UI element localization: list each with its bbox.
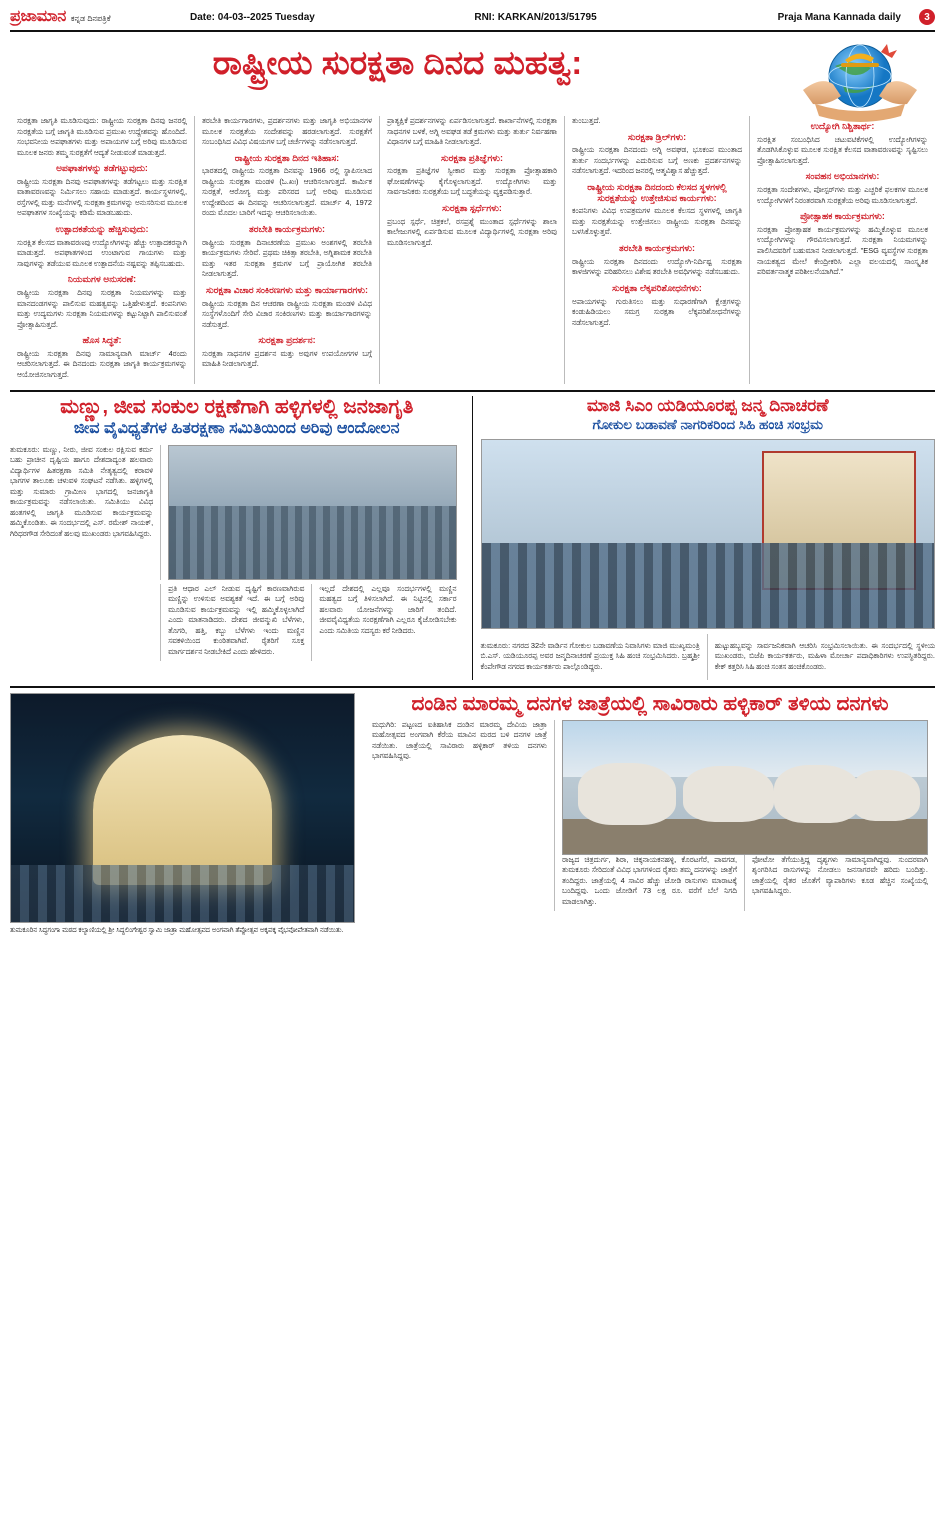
story-headline: ಮಾಜಿ ಸಿಎಂ ಯಡಿಯೂರಪ್ಪ ಜನ್ಮ ದಿನಾಚರಣೆ (586, 396, 829, 416)
paragraph: ರಾಷ್ಟ್ರೀಯ ಸುರಕ್ಷತಾ ದಿನ ಆಚರಣಾ ರಾಷ್ಟ್ರೀಯ ಸುರಕ್ಷತಾ ಮಂಡಳಿ ವಿವಿಧ ಸಂಸ್ಥೆಗಳೊಂದಿಗೆ ಸೇರಿ ವಿಚಾರ ಸಂಕಿರಣಗಳು ಮತ್ತು ಕಾರ್ಯಾಗಾರಗಳನ್ನು ನಡೆಸುತ್ತದೆ. (202, 298, 372, 329)
page-number-badge: 3 (919, 9, 935, 25)
publication-logo (10, 8, 180, 26)
story4-column-3 (745, 855, 935, 912)
subheading: ಸುರಕ್ಷತಾ ಡ್ರಿಲ್‌ಗಳು: (627, 131, 687, 142)
story2-column-3 (312, 584, 463, 662)
story2-column-1 (10, 445, 161, 580)
story3-column-2 (708, 634, 935, 680)
story2-photo-wrap (161, 445, 463, 580)
subheading: ಪ್ರೋತ್ಸಾಹಕ ಕಾರ್ಯಕ್ರಮಗಳು: (800, 211, 885, 222)
story4-photo (562, 720, 928, 855)
page-title: ರಾಷ್ಟ್ರೀಯ ಸುರಕ್ಷತಾ ದಿನದ ಮಹತ್ವ: (212, 44, 583, 81)
masthead (10, 8, 935, 32)
subheading: ಉದ್ಯೋಗಿ ನಿಶ್ಚಿತಾರ್ಥ: (810, 121, 875, 131)
story-headline: ದಂಡಿನ ಮಾರಮ್ಮ ದನಗಳ ಜಾತ್ರೆಯಲ್ಲಿ ಸಾವಿರಾರು ಹಳ್ಳಿಕಾರ್ ತಳಿಯ ದನಗಳು (411, 692, 889, 715)
paragraph: ಹುಟ್ಟುಹಬ್ಬವನ್ನು ಸಾರ್ವಜನಿಕವಾಗಿ ಆಚರಿಸಿ ಸಂಭ್ರಮಿಸಲಾಯಿತು. ಈ ಸಂದರ್ಭದಲ್ಲಿ ಸ್ಥಳೀಯ ಮುಖಂಡರು, ಬಿಜೆಪಿ ಕಾರ್ಯಕರ್ತರು, ಮಹಿಳಾ ಮೋರ್ಚಾ ಪದಾಧಿಕಾರಿಗಳು ಉಪಸ್ಥಿತರಿದ್ದರು. ಕೇಕ್ ಕತ್ತರಿಸಿ ಸಿಹಿ ಹಂಚಿ ಸಂತಸ ಹಂಚಿಕೊಂಡರು. (714, 640, 935, 671)
paragraph: ಪ್ರತಿ ಆಧಾರ ಎಲ್ ನೀಡುವ ದೃಷ್ಟಿಗೆ ಕಾರಣವಾಗಿರುವ ಮಣ್ಣಿನ್ನು ಉಳಿಸುವ ಅವಶ್ಯಕತೆ ಇದೆ. ಈ ಬಗ್ಗೆ ಅರಿವು ಮೂಡಿಸುವ ಕಾರ್ಯಕ್ರಮವನ್ನು ಇಲ್ಲಿ ಹಮ್ಮಿಕೊಳ್ಳಲಾಗಿದೆ ಎಂದು ಮಾತನಾಡಿದರು. ದೇಶದ ಜೀವನ್ಮುಖಿ ಬೆಳೆಗಳು, ತೊಗರಿ, ಹತ್ತಿ, ಕಬ್ಬು ಬೆಳೆಗಳು ಇಂದು ಮಣ್ಣಿನ ಸವಕಳಿಯಿಂದ ಕುಂಠಿತವಾಗಿವೆ. ರೈತರಿಗೆ ಸೂಕ್ತ ಮಾರ್ಗದರ್ಶನ ನೀಡಬೇಕಿದೆ ಎಂದು ಹೇಳಿದರು. (168, 583, 305, 656)
paragraph: ರಾಷ್ಟ್ರೀಯ ಸುರಕ್ಷತಾ ದಿನದಂದು ಅಗ್ನಿ ಅವಘಡ, ಭೂಕಂಪ ಮುಂತಾದ ತುರ್ತು ಸಂದರ್ಭಗಳನ್ನು ಎದುರಿಸುವ ಬಗ್ಗೆ ಅಣಕು ಪ್ರದರ್ಶನಗಳನ್ನು ನಡೆಸಲಾಗುತ್ತದೆ. ಇದರಿಂದ ಜನರಲ್ಲಿ ಆತ್ಮವಿಶ್ವಾಸ ಹೆಚ್ಚುತ್ತದೆ. (572, 145, 742, 176)
story-cattle-fair (365, 693, 935, 942)
subheading: ಹೊಸ ಸಿದ್ಧತೆ: (82, 335, 122, 346)
paragraph: ರಾಜ್ಯದ ಚಿತ್ರದುರ್ಗ, ಶಿರಾ, ಚಿಕ್ಕನಾಯಕನಹಳ್ಳಿ, ಕೊರಟಗೆರೆ, ಪಾವಗಡ, ತುಮಕೂರು ಸೇರಿದಂತೆ ವಿವಿಧ ಭಾಗಗಳಿಂದ ರೈತರು ತಮ್ಮ ದನಗಳನ್ನು ಜಾತ್ರೆಗೆ ತಂದಿದ್ದರು. ಜಾತ್ರೆಯಲ್ಲಿ 4 ಸಾವಿರ ಹೆಚ್ಚು ಜೋಡಿ ರಾಸುಗಳು ಮಾರಾಟಕ್ಕೆ ಬಂದಿದ್ದವು. ಒಂದು ಜೋಡಿಗೆ 73 ಲಕ್ಷ ರೂ. ವರೆಗೆ ಬೆಲೆ ನಿಗದಿ ಮಾಡಲಾಗಿತ್ತು. (562, 854, 737, 906)
paragraph: ತುಮಕೂರು: ಮಣ್ಣು, ನೀರು, ಜೀವ ಸಂಕುಲ ರಕ್ಷಿಸುವ ಕರ್ಮ ಬಹು ಪ್ರಾಚೀನ ದೃಷ್ಟಿಯ ಹಾಗೂ ದೇಶದಾದ್ಯಂತ ಹಲವಾರು ವಿದ್ಯಾರ್ಥಿಗಳ ಹಿತರಕ್ಷಣಾ ಸಮಿತಿ ನೇತೃತ್ವದಲ್ಲಿ ಕರಾವಳಿ ಭಾಗಗಳ ತಾಲೂಕು ಚಳುವಳಿ ಸಂಘಟನೆ ನಡೆಸಿತು. ಹಳ್ಳಿಗಳಲ್ಲಿ ಮತ್ತು ಸುಮಾರು ಗ್ರಾಮೀಣ ಭಾಗದಲ್ಲಿ ಜನಜಾಗೃತಿ ಕಾರ್ಯಕ್ರಮವನ್ನು ನಡೆಸಲಾಯಿತು. ಸಮಿತಿಯು ವಿವಿಧ ಹಂತಗಳಲ್ಲಿ ಜಾಗೃತಿ ಮೂಡಿಸುವ ಕಾರ್ಯಕ್ರಮವನ್ನು ಹಮ್ಮಿಕೊಂಡಿತು. ಈ ಸಂದರ್ಭದಲ್ಲಿ ಎಸ್. ರಮೇಶ್ ನಾಯಕ್, ಗಿರಿಧರಗೌಡ ಸೇರಿದಂತೆ ಹಲವು ಮುಖಂಡರು ಭಾಗವಹಿಸಿದ್ದರು. (10, 444, 154, 538)
lead-column-1 (10, 116, 195, 384)
subheading: ತರಬೇತಿ ಕಾರ್ಯಕ್ರಮಗಳು: (618, 243, 696, 253)
paragraph: ಸುರಕ್ಷತಾ ಸಂದೇಶಗಳು, ಪೋಸ್ಟರ್‌ಗಳು ಮತ್ತು ಎಚ್ಚರಿಕೆ ಫಲಕಗಳ ಮೂಲಕ ಉದ್ಯೋಗಿಗಳಿಗೆ ನಿರಂತರವಾಗಿ ಸುರಕ್ಷತೆಯ ಅರಿವು ಮೂಡಿಸಲಾಗುತ್ತದೆ. (757, 185, 928, 205)
paragraph: ತುಮಕೂರು: ನಗರದ 32ನೇ ವಾರ್ಡಿನ ಗೋಕುಲ ಬಡಾವಣೆಯ ನಿವಾಸಿಗಳು ಮಾಜಿ ಮುಖ್ಯಮಂತ್ರಿ ಬಿ.ಎಸ್. ಯಡಿಯೂರಪ್ಪ ಅವರ ಜನ್ಮದಿನಾಚರಣೆ ಪ್ರಯುಕ್ತ ಸಿಹಿ ಹಂಚಿ ಸಂಭ್ರಮಿಸಿದರು. ಬ್ರಹ್ಮಶ್ರೀ ಕೆಂಪೇಗೌಡ ನಗರದ ಕಾರ್ಯಕರ್ತರು ಪಾಲ್ಗೊಂಡಿದ್ದರು. (480, 640, 700, 671)
subheading: ಸುರಕ್ಷತಾ ಪ್ರದರ್ಶನ: (258, 335, 316, 346)
paragraph: ಕಂಪನಿಗಳು ವಿವಿಧ ಉಪಕ್ರಮಗಳ ಮೂಲಕ ಕೆಲಸದ ಸ್ಥಳಗಳಲ್ಲಿ ಜಾಗೃತಿ ಮತ್ತು ಸುರಕ್ಷತೆಯನ್ನು ಉತ್ತೇಜಿಸಲು ರಾಷ್ಟ್ರೀಯ ಸುರಕ್ಷತಾ ದಿನವನ್ನು ಬಳಸಿಕೊಳ್ಳುತ್ತವೆ. (572, 206, 742, 237)
paragraph: ರಾಷ್ಟ್ರೀಯ ಸುರಕ್ಷತಾ ದಿನಾಚರಣೆಯ ಪ್ರಮುಖ ಅಂಶಗಳಲ್ಲಿ ತರಬೇತಿ ಕಾರ್ಯಕ್ರಮಗಳು ಸೇರಿವೆ. ಪ್ರಥಮ ಚಿಕಿತ್ಸಾ ತರಬೇತಿ, ಅಗ್ನಿಶಾಮಕ ತರಬೇತಿ ಮತ್ತು ಇತರ ಸುರಕ್ಷತಾ ಕ್ರಮಗಳ ಬಗ್ಗೆ ಪ್ರಾಯೋಗಿಕ ತರಬೇತಿ ನೀಡಲಾಗುತ್ತದೆ. (202, 237, 372, 279)
paragraph: ಸುರಕ್ಷಿತ ಸಂಬಂಧಿಸಿದ ಚಟುವಟಿಕೆಗಳಲ್ಲಿ ಉದ್ಯೋಗಿಗಳನ್ನು ತೊಡಗಿಸಿಕೊಳ್ಳುವ ಮೂಲಕ ಸುರಕ್ಷಿತ ಕೆಲಸದ ವಾತಾವರಣವನ್ನು ಸೃಷ್ಟಿಸಲು ಪ್ರೋತ್ಸಾಹಿಸಲಾಗುತ್ತದೆ. (757, 134, 928, 165)
rni-number: RNI: KARKAN/2013/51795 (474, 11, 597, 23)
story-soil-awareness (10, 396, 473, 679)
paragraph: ಭಾರತದಲ್ಲಿ ರಾಷ್ಟ್ರೀಯ ಸುರಕ್ಷತಾ ದಿನವನ್ನು 1966 ರಲ್ಲಿ ಸ್ಥಾಪಿಸಲಾದ ರಾಷ್ಟ್ರೀಯ ಸುರಕ್ಷತಾ ಮಂಡಳಿ (ಓ.ಖಃ) ಆಚರಿಸಲಾಗುತ್ತದೆ. ಕಾರ್ಮಿಕ ಸುರಕ್ಷತೆ, ಆರೋಗ್ಯ ಮತ್ತು ಪರಿಸರದ ಬಗ್ಗೆ ಅರಿವು ಮೂಡಿಸುವ ಉದ್ದೇಶದಿಂದ ಈ ದಿನವನ್ನು ಆಚರಿಸಲಾಗುತ್ತದೆ. ಮಾರ್ಚ್ 4, 1972 ರಂದು ಮೊದಲ ಬಾರಿಗೆ ಇದನ್ನು ಆಚರಿಸಲಾಯಿತು. (202, 166, 372, 218)
lead-column-2 (195, 116, 380, 384)
subheading: ಸುರಕ್ಷತಾ ವಿಚಾರ ಸಂಕಿರಣಗಳು ಮತ್ತು ಕಾರ್ಯಾಗಾರಗಳು: (206, 284, 368, 295)
lead-column-5 (750, 116, 935, 384)
paragraph: ಪ್ರಬಂಧ ಸ್ಪರ್ಧೆ, ಚಿತ್ರಕಲೆ, ರಸಪ್ರಶ್ನೆ ಮುಂತಾದ ಸ್ಪರ್ಧೆಗಳನ್ನು ಶಾಲಾ ಕಾಲೇಜುಗಳಲ್ಲಿ ಏರ್ಪಡಿಸುವ ಮೂಲಕ ವಿದ್ಯಾರ್ಥಿಗಳಲ್ಲಿ ಸುರಕ್ಷತಾ ಅರಿವು ಮೂಡಿಸಲಾಗುತ್ತದೆ. (387, 216, 557, 247)
globe-safety-icon (785, 38, 935, 126)
paragraph: ಫೋಟೋ ತೆಗೆಯುತ್ತಿದ್ದ ದೃಶ್ಯಗಳು ಸಾಮಾನ್ಯವಾಗಿದ್ದವು. ಸುಂದರವಾಗಿ ಶೃಂಗರಿಸಿದ ರಾಸುಗಳನ್ನು ನೋಡಲು ಜನಸಾಗರವೇ ಹರಿದು ಬಂದಿತ್ತು. ಜಾತ್ರೆಯಲ್ಲಿ ರೈತರ ಜೊತೆಗೆ ವ್ಯಾಪಾರಿಗಳು ಕೂಡ ಹೆಚ್ಚಿನ ಸಂಖ್ಯೆಯಲ್ಲಿ ಭಾಗವಹಿಸಿದ್ದರು. (752, 854, 928, 896)
middle-section (10, 390, 935, 679)
story-headline: ಮಣ್ಣು, ಜೀವ ಸಂಕುಲ ರಕ್ಷಣೆಗಾಗಿ ಹಳ್ಳಿಗಳಲ್ಲಿ ಜನಜಾಗೃತಿ (60, 396, 414, 419)
lead-article-body (10, 116, 935, 384)
paper-name: Praja Mana Kannada daily (777, 11, 901, 23)
story2-column-2 (161, 584, 312, 662)
bottom-section (10, 686, 935, 942)
subheading: ಸಂವಹನ ಅಭಿಯಾನಗಳು: (805, 171, 880, 182)
lead-column-4 (565, 116, 750, 384)
subheading: ಸುರಕ್ಷತಾ ಸ್ಪರ್ಧೆಗಳು: (442, 202, 502, 213)
paragraph: ತುಂಬುತ್ತದೆ. (572, 116, 601, 125)
story-subheadline: ಗೋಕುಲ ಬಡಾವಣೆ ನಾಗರಿಕರಿಂದ ಸಿಹಿ ಹಂಚಿ ಸಂಭ್ರಮ (592, 417, 823, 433)
lead-headline-row (10, 36, 935, 114)
temple-float-photo (10, 693, 355, 923)
temple-float-photo-block (10, 693, 355, 942)
subheading: ಸುರಕ್ಷತಾ ಲೆಕ್ಕಪರಿಶೋಧನೆಗಳು: (612, 282, 702, 293)
paragraph: ಮಧುಗಿರಿ: ಪಟ್ಟಣದ ಐತಿಹಾಸಿಕ ದಂಡಿನ ಮಾರಮ್ಮ ದೇವಿಯ ಜಾತ್ರಾ ಮಹೋತ್ಸವದ ಅಂಗವಾಗಿ ಕೆರೆಯ ಮಾವಿನ ಮರದ ಬಳಿ ದನಗಳ ಜಾತ್ರೆ ನಡೆಯಿತು. ಜಾತ್ರೆಯಲ್ಲಿ ಸಾವಿರಾರು ಹಳ್ಳಿಕಾರ್ ತಳಿಯ ದನಗಳು ಭಾಗವಹಿಸಿದ್ದವು. (372, 719, 547, 761)
story3-photo (481, 439, 936, 629)
subheading: ಅಪಘಾತಗಳನ್ನು ತಡೆಗಟ್ಟುವುದು: (56, 163, 148, 174)
paragraph: ಸುರಕ್ಷಿತ ಕೆಲಸದ ವಾತಾವರಣವು ಉದ್ಯೋಗಿಗಳನ್ನು ಹೆಚ್ಚು ಉತ್ಪಾದಕರನ್ನಾಗಿ ಮಾಡುತ್ತದೆ. ಅಪಘಾತಗಳಿಂದ ಉಂಟಾಗುವ ಗಾಯಗಳು ಮತ್ತು ಸಾವುಗಳನ್ನು ತಡೆಯುವ ಮೂಲಕ ಉತ್ಪಾದನೆಯ ನಷ್ಟವನ್ನು ತಪ್ಪಿಸಬಹುದು. (17, 237, 187, 268)
paragraph: ಸುರಕ್ಷತಾ ಜಾಗೃತಿ ಮೂಡಿಸುವುದು: ರಾಷ್ಟ್ರೀಯ ಸುರಕ್ಷತಾ ದಿನವು ಜನರಲ್ಲಿ ಸುರಕ್ಷತೆಯ ಬಗ್ಗೆ ಜಾಗೃತಿ ಮೂಡಿಸುವ ಪ್ರಮುಖ ಉದ್ದೇಶವನ್ನು ಹೊಂದಿದೆ. ಸಂಭವನೀಯ ಅಪಘಾತಗಳು ಮತ್ತು ಅಪಾಯಗಳ ಬಗ್ಗೆ ಅರಿವು ಮೂಡಿಸುವ ಮೂಲಕ ಜನರು ತಮ್ಮ ಸುರಕ್ಷತೆಗೆ ಆದ್ಯತೆ ನೀಡುವಂತೆ ಮಾಡುತ್ತದೆ. (17, 116, 187, 157)
lead-column-3 (380, 116, 565, 384)
subheading: ರಾಷ್ಟ್ರೀಯ ಸುರಕ್ಷತಾ ದಿನದಂದು ಕೆಲಸದ ಸ್ಥಳಗಳಲ್ಲಿ ಸುರಕ್ಷತೆಯನ್ನು ಉತ್ತೇಜಿಸುವ ಕಾರ್ಯಗಳು: (587, 181, 727, 203)
story4-column-1b (365, 855, 555, 912)
subheading: ರಾಷ್ಟ್ರೀಯ ಸುರಕ್ಷತಾ ದಿನದ ಇತಿಹಾಸ: (234, 152, 340, 163)
logo-text: ಪ್ರಜಾಮಾನ (10, 8, 66, 25)
story2-column-1b (10, 584, 161, 662)
story-bsy-birthday (473, 396, 936, 679)
subheading: ಸುರಕ್ಷತಾ ಪ್ರತಿಜ್ಞೆಗಳು: (441, 152, 503, 163)
paragraph: ರಾಷ್ಟ್ರೀಯ ಸುರಕ್ಷತಾ ದಿನವು ಸುರಕ್ಷತಾ ನಿಯಮಗಳನ್ನು ಮತ್ತು ಮಾನದಂಡಗಳನ್ನು ಪಾಲಿಸುವ ಮಹತ್ವವನ್ನು ಒತ್ತಿಹೇಳುತ್ತದೆ. ಕಂಪನಿಗಳು ಮತ್ತು ಉದ್ಯಮಗಳು ಸುರಕ್ಷತಾ ನಿಯಮಗಳನ್ನು ಕಟ್ಟುನಿಟ್ಟಾಗಿ ಪಾಲಿಸುವಂತೆ ಪ್ರೋತ್ಸಾಹಿಸುತ್ತದೆ. (17, 288, 187, 329)
story3-column-1 (481, 634, 708, 680)
paragraph: ಸುರಕ್ಷತಾ ಪ್ರೋತ್ಸಾಹಕ ಕಾರ್ಯಕ್ರಮಗಳನ್ನು ಹಮ್ಮಿಕೊಳ್ಳುವ ಮೂಲಕ ಉದ್ಯೋಗಿಗಳನ್ನು ಗೌರವಿಸಲಾಗುತ್ತದೆ. ಸುರಕ್ಷತಾ ನಿಯಮಗಳನ್ನು ಪಾಲಿಸಿದವರಿಗೆ ಬಹುಮಾನ ನೀಡಲಾಗುತ್ತದೆ. "ESG ವ್ಯವಸ್ಥೆಗಳ ಸುರಕ್ಷತಾ ನಾಯಕತ್ವದ ಮೇಲೆ ಕೇಂದ್ರೀಕರಿಸಿ ಎಲ್ಲಾ ವಲಯದಲ್ಲಿ ಸಾಂಸ್ಕೃತಿಕ ಪರಿವರ್ತನಾತ್ಮಕ ಪರಿಶೀಲನೆಯಾಗಿದೆ." (757, 224, 928, 277)
photo-caption: ತುಮಕೂರಿನ ಸಿದ್ಧಗಂಗಾ ಮಠದ ಕಲ್ಯಾಣಿಯಲ್ಲಿ ಶ್ರೀ ಸಿದ್ಧಲಿಂಗೇಶ್ವರ ಸ್ವಾಮಿ ಜಾತ್ರಾ ಮಹೋತ್ಸವದ ಅಂಗವಾಗಿ ತೆಪ್ಪೋತ್ಸವ ಅಕ್ಕಪಕ್ಕ ವೈಭವೋಪೇತವಾಗಿ ನಡೆಯಿತು. (10, 926, 344, 934)
paragraph: ಇಲ್ಲದೆ ದೇಶದಲ್ಲಿ ಎಲ್ಲವೂ ಸಂದರ್ಭಗಳಲ್ಲಿ ಮಣ್ಣಿನ ಮಹತ್ವದ ಬಗ್ಗೆ ತಿಳಿಸಲಾಗಿದೆ. ಈ ನಿಟ್ಟಿನಲ್ಲಿ ಸರ್ಕಾರ ಹಲವಾರು ಯೋಜನೆಗಳನ್ನು ಜಾರಿಗೆ ತಂದಿದೆ. ಜೀವವೈವಿಧ್ಯತೆಯ ಸಂರಕ್ಷಣೆಗಾಗಿ ಎಲ್ಲರೂ ಕೈಜೋಡಿಸಬೇಕು ಎಂದು ಸಮಿತಿಯ ಸದಸ್ಯರು ಕರೆ ನೀಡಿದರು. (319, 583, 457, 635)
paragraph: ಸುರಕ್ಷತಾ ಪ್ರತಿಜ್ಞೆಗಳ ಸ್ವೀಕಾರ ಮತ್ತು ಸುರಕ್ಷತಾ ಪ್ರೋತ್ಸಾಹಕಾರಿ ಘೋಷಣೆಗಳನ್ನು ಕೈಗೊಳ್ಳಲಾಗುತ್ತದೆ. ಉದ್ಯೋಗಿಗಳು ಮತ್ತು ಸಾರ್ವಜನಿಕರು ಸುರಕ್ಷತೆಯ ಬಗ್ಗೆ ಬದ್ಧತೆಯನ್ನು ವ್ಯಕ್ತಪಡಿಸುತ್ತಾರೆ. (387, 166, 557, 197)
story4-photo-wrap (555, 720, 935, 855)
story4-column-2 (555, 855, 745, 912)
paragraph: ಪ್ರಾತ್ಯಕ್ಷಿಕೆ ಪ್ರದರ್ಶನಗಳನ್ನು ಏರ್ಪಡಿಸಲಾಗುತ್ತದೆ. ಕಾರ್ಖಾನೆಗಳಲ್ಲಿ ಸುರಕ್ಷತಾ ಸಾಧನಗಳ ಬಳಕೆ, ಅಗ್ನಿ ಅವಘಡ ತಡೆ ಕ್ರಮಗಳು ಮತ್ತು ತುರ್ತು ನಿರ್ವಹಣಾ ವಿಧಾನಗಳ ಬಗ್ಗೆ ಮಾಹಿತಿ ನೀಡಲಾಗುತ್ತದೆ. (387, 116, 557, 147)
story4-column-1 (365, 720, 555, 855)
paragraph: ರಾಷ್ಟ್ರೀಯ ಸುರಕ್ಷತಾ ದಿನವು ಅಪಘಾತಗಳನ್ನು ತಡೆಗಟ್ಟಲು ಮತ್ತು ಸುರಕ್ಷಿತ ವಾತಾವರಣವನ್ನು ನಿರ್ಮಿಸಲು ಸಹಾಯ ಮಾಡುತ್ತದೆ. ಕಾರ್ಯಸ್ಥಳಗಳಲ್ಲಿ, ರಸ್ತೆಗಳಲ್ಲಿ ಮತ್ತು ಮನೆಗಳಲ್ಲಿ ಸುರಕ್ಷತಾ ಕ್ರಮಗಳನ್ನು ಅನುಸರಿಸುವ ಮೂಲಕ ಅಪಘಾತಗಳ ಸಂಖ್ಯೆಯನ್ನು ಕಡಿಮೆ ಮಾಡಬಹುದು. (17, 176, 187, 218)
subheading: ಉತ್ಪಾದಕತೆಯನ್ನು ಹೆಚ್ಚಿಸುವುದು: (55, 223, 149, 234)
paragraph: ರಾಷ್ಟ್ರೀಯ ಸುರಕ್ಷತಾ ದಿನದಂದು ಉದ್ಯೋಗಿ-ನಿರ್ದಿಷ್ಟ ಸುರಕ್ಷತಾ ಕಾಳಜಿಗಳನ್ನು ಪರಿಹರಿಸಲು ವಿಶೇಷ ತರಬೇತಿ ಅವಧಿಗಳನ್ನು ನಡೆಸಬಹುದು. (572, 256, 742, 277)
issue-date: Date: 04-03--2025 Tuesday (190, 11, 315, 23)
subheading: ತರಬೇತಿ ಕಾರ್ಯಕ್ರಮಗಳು: (248, 223, 326, 234)
paragraph: ಸುರಕ್ಷತಾ ಸಾಧನಗಳ ಪ್ರದರ್ಶನ ಮತ್ತು ಅವುಗಳ ಉಪಯೋಗಗಳ ಬಗ್ಗೆ ಮಾಹಿತಿ ನೀಡಲಾಗುತ್ತದೆ. (202, 348, 372, 369)
subheading: ನಿಯಮಗಳ ಅನುಸರಣೆ: (67, 274, 137, 285)
logo-subtitle: ಕನ್ನಡ ದಿನಪತ್ರಿಕೆ (70, 14, 111, 23)
paragraph: ಅಪಾಯಗಳನ್ನು ಗುರುತಿಸಲು ಮತ್ತು ಸುಧಾರಣೆಗಾಗಿ ಕ್ಷೇತ್ರಗಳನ್ನು ಕಂಡುಹಿಡಿಯಲು ಸಮಗ್ರ ಸುರಕ್ಷತಾ ಲೆಕ್ಕಪರಿಶೋಧನೆಗಳನ್ನು ನಡೆಸಲಾಗುತ್ತದೆ. (572, 296, 742, 327)
paragraph: ರಾಷ್ಟ್ರೀಯ ಸುರಕ್ಷತಾ ದಿನವು ಸಾಮಾನ್ಯವಾಗಿ ಮಾರ್ಚ್ 4ರಂದು ಆಚರಿಸಲಾಗುತ್ತದೆ. ಈ ದಿನದಂದು ಸುರಕ್ಷತಾ ಜಾಗೃತಿ ಕಾರ್ಯಕ್ರಮಗಳನ್ನು ಆಯೋಜಿಸಲಾಗುತ್ತದೆ. (17, 348, 187, 379)
story-subheadline: ಜೀವ ವೈವಿಧ್ಯತೆಗಳ ಹಿತರಕ್ಷಣಾ ಸಮಿತಿಯಿಂದ ಅರಿವು ಆಂದೋಲನ (73, 420, 400, 438)
paragraph: ತರಬೇತಿ ಕಾರ್ಯಗಾರಗಳು, ಪ್ರದರ್ಶನಗಳು ಮತ್ತು ಜಾಗೃತಿ ಅಭಿಯಾನಗಳ ಮೂಲಕ ಸುರಕ್ಷತೆಯ ಸಂದೇಶವನ್ನು ಹರಡಲಾಗುತ್ತದೆ. ಸುರಕ್ಷತೆಗೆ ಸಂಬಂಧಿಸಿದ ವಿವಿಧ ವಿಷಯಗಳ ಬಗ್ಗೆ ಚರ್ಚೆಗಳನ್ನು ನಡೆಸಲಾಗುತ್ತದೆ. (202, 116, 372, 147)
story2-photo (168, 445, 456, 580)
